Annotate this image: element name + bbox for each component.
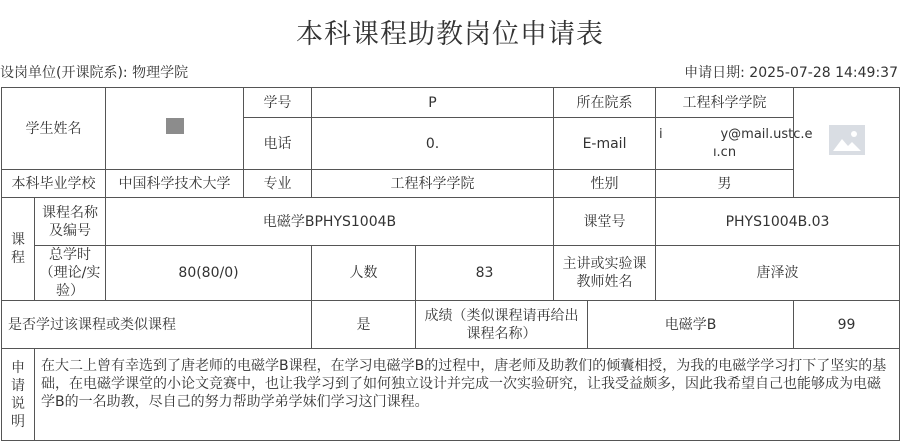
date-info bbox=[684, 62, 898, 82]
date-value: 2025-07-28 14:49:37 bbox=[749, 65, 898, 81]
major-label: 专业 bbox=[244, 170, 312, 198]
dept-value: 工程科学学院 bbox=[656, 88, 794, 118]
hours-value: 80(80/0) bbox=[106, 246, 312, 301]
redacted-block bbox=[166, 118, 184, 134]
image-placeholder-icon bbox=[829, 125, 865, 155]
grade-course: 电磁学B bbox=[588, 301, 794, 349]
hours-label: 总学时（理论/实验） bbox=[35, 246, 106, 301]
table-row bbox=[2, 170, 900, 198]
phone-label: 电话 bbox=[244, 118, 312, 170]
taken-value: 是 bbox=[312, 301, 416, 349]
teacher-label: 主讲或实验课教师姓名 bbox=[554, 246, 656, 301]
table-row bbox=[2, 349, 900, 441]
table-row bbox=[2, 88, 900, 118]
email-value: i y@mail.ustc.e ı.cn bbox=[656, 118, 794, 170]
unit-label: 设岗单位(开课院系): bbox=[0, 65, 128, 81]
application-form-table bbox=[1, 87, 900, 441]
phone-value: 0. bbox=[312, 118, 554, 170]
grade-value: 99 bbox=[794, 301, 900, 349]
gender-label: 性别 bbox=[554, 170, 656, 198]
count-value: 83 bbox=[416, 246, 554, 301]
school-value: 中国科学技术大学 bbox=[106, 170, 244, 198]
unit-info bbox=[0, 62, 188, 82]
explanation-label-text: 申请说明 bbox=[11, 359, 25, 430]
table-row bbox=[2, 198, 900, 246]
course-section-text: 课程 bbox=[11, 232, 25, 266]
table-row bbox=[2, 301, 900, 349]
class-no-value: PHYS1004B.03 bbox=[656, 198, 900, 246]
gender-value: 男 bbox=[656, 170, 794, 198]
taken-label: 是否学过该课程或类似课程 bbox=[2, 301, 312, 349]
email-label: E-mail bbox=[554, 118, 656, 170]
course-name-value: 电磁学BPHYS1004B bbox=[106, 198, 554, 246]
page-title: 本科课程助教岗位申请表 bbox=[296, 19, 604, 50]
student-name-label: 学生姓名 bbox=[2, 88, 106, 170]
dept-label: 所在院系 bbox=[554, 88, 656, 118]
student-id-label: 学号 bbox=[244, 88, 312, 118]
student-id-value: P bbox=[312, 88, 554, 118]
course-name-label: 课程名称及编号 bbox=[35, 198, 106, 246]
date-label: 申请日期: bbox=[684, 65, 745, 81]
unit-value: 物理学院 bbox=[132, 65, 189, 81]
explanation-label bbox=[2, 349, 35, 441]
major-value: 工程科学学院 bbox=[312, 170, 554, 198]
course-section-label bbox=[2, 198, 35, 301]
student-name-value bbox=[106, 88, 244, 170]
photo-cell bbox=[794, 88, 900, 198]
school-label: 本科毕业学校 bbox=[2, 170, 106, 198]
count-label: 人数 bbox=[312, 246, 416, 301]
explanation-text: 在大二上曾有幸选到了唐老师的电磁学B课程，在学习电磁学B的过程中，唐老师及助教们的倾囊相授，为我的电磁学学习打下了坚实的基础，在电磁学课堂的小论文竞赛中，也让我学习到了如何独立设计并完成一次实验研究，让我受益颇多，因此我希望自己也能够成为电磁学B的一名助教，尽自己的努力帮助学弟学妹们学习这门课程。 bbox=[35, 349, 900, 441]
class-no-label: 课堂号 bbox=[554, 198, 656, 246]
grade-label: 成绩（类似课程请再给出课程名称） bbox=[416, 301, 588, 349]
teacher-value: 唐泽波 bbox=[656, 246, 900, 301]
table-row bbox=[2, 246, 900, 301]
